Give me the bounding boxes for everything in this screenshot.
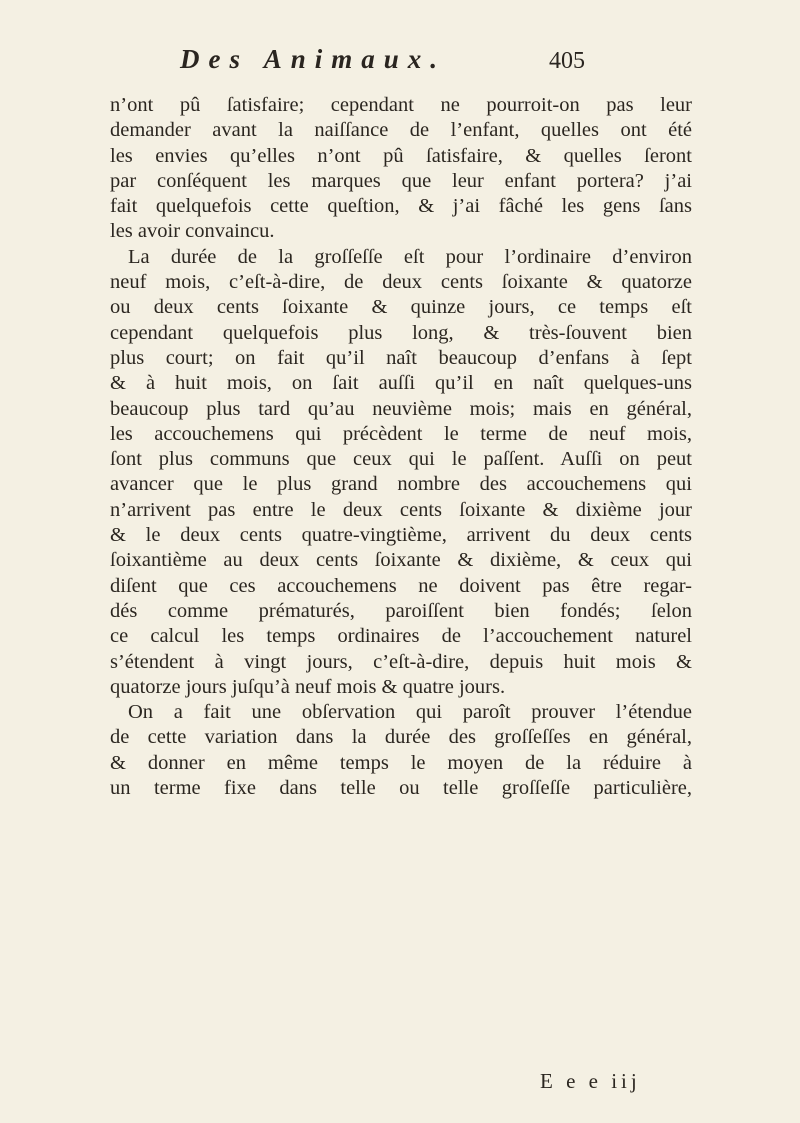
text-line: & donner en même temps le moyen de la réduire à [110, 751, 692, 774]
text-line: un terme fixe dans telle ou telle groſſeſſe particulière, [110, 777, 692, 800]
text-line: diſent que ces accouchemens ne doivent pas être regar- [110, 574, 692, 597]
body-text [110, 93, 692, 801]
text-line: beaucoup plus tard qu’au neuvième mois; mais en général, [110, 397, 692, 420]
text-line: de cette variation dans la durée des groſſeſſes en général, [110, 726, 692, 749]
text-line: & à huit mois, on ſait auſſi qu’il en naît quelques-uns [110, 372, 692, 395]
text-line: les accouchemens qui précèdent le terme de neuf mois, [110, 422, 692, 445]
page-number: 405 [549, 48, 585, 74]
text-line: fait quelquefois cette queſtion, & j’ai fâché les gens ſans [110, 195, 692, 218]
text-line: ce calcul les temps ordinaires de l’accouchement naturel [110, 625, 692, 648]
text-line: cependant quelquefois plus long, & très-ſouvent bien [110, 321, 692, 344]
text-line: neuf mois, c’eſt-à-dire, de deux cents ſoixante & quatorze [110, 271, 692, 294]
text-line: ſoixantième au deux cents ſoixante & dixième, & ceux qui [110, 549, 692, 572]
text-line: s’étendent à vingt jours, c’eſt-à-dire, depuis huit mois & [110, 650, 692, 673]
text-line: ſont plus communs que ceux qui le paſſent. Auſſi on peut [110, 448, 692, 471]
text-line: n’ont pû ſatisfaire; cependant ne pourroit-on pas leur [110, 94, 692, 116]
text-line: avancer que le plus grand nombre des accouchemens qui [110, 473, 692, 496]
text-line: les envies qu’elles n’ont pû ſatisfaire, & quelles ſeront [110, 144, 692, 167]
text-line: quatorze jours juſqu’à neuf mois & quatre jours. [110, 675, 506, 698]
text-line: On a fait une obſervation qui paroît prouver l’étendue [128, 701, 692, 724]
text-line: dés comme prématurés, paroiſſent bien fondés; ſelon [110, 599, 692, 622]
text-line: La durée de la groſſeſſe eſt pour l’ordinaire d’environ [128, 245, 692, 268]
text-line: & le deux cents quatre-vingtième, arrivent du deux cents [110, 524, 692, 547]
text-line: ou deux cents ſoixante & quinze jours, ce temps eſt [110, 296, 692, 319]
text-line: demander avant la naiſſance de l’enfant, quelles ont été [110, 119, 692, 142]
text-line: n’arrivent pas entre le deux cents ſoixante & dixième jour [110, 498, 692, 521]
text-line: par conſéquent les marques que leur enfant portera? j’ai [110, 169, 692, 192]
text-line: les avoir convaincu. [110, 220, 275, 243]
signature-mark: E e e iij [540, 1069, 641, 1093]
text-line: plus court; on fait qu’il naît beaucoup d’enfans à ſept [110, 346, 692, 369]
running-head-title: Des Animaux. [180, 44, 447, 74]
running-head [180, 44, 660, 80]
